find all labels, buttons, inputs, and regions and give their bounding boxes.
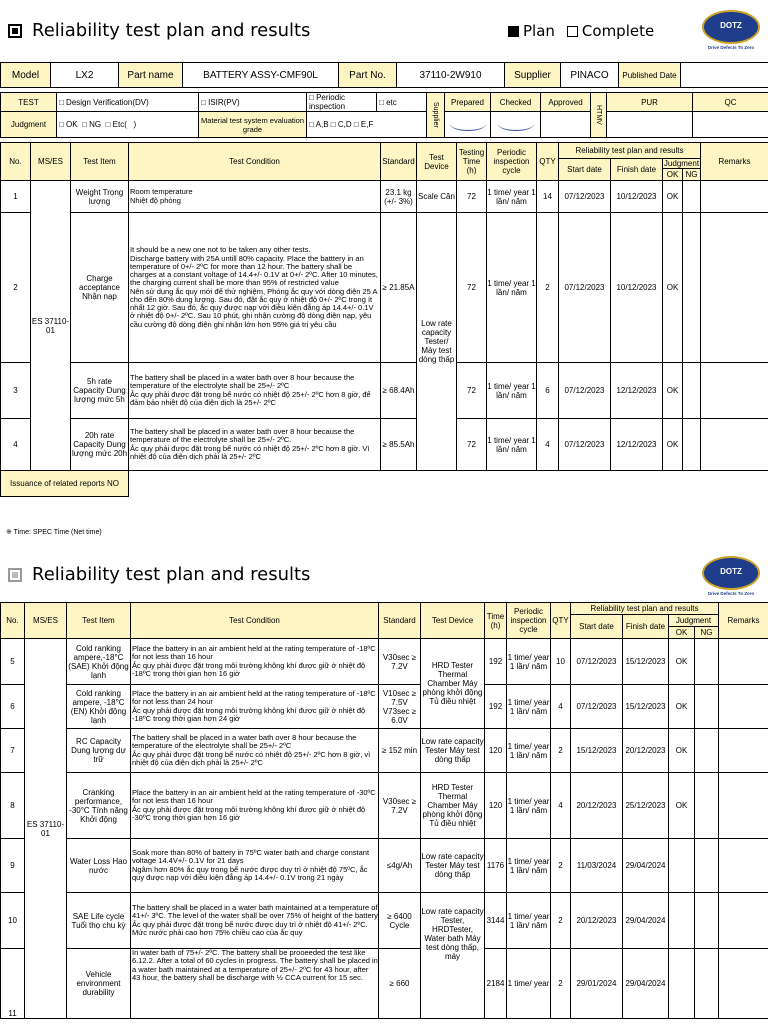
- finish-date: 29/04/2024: [623, 839, 669, 893]
- judgment-ok: OK: [669, 639, 695, 685]
- col-cycle: Periodic inspection cycle: [507, 603, 551, 639]
- col-ok: OK: [669, 627, 695, 639]
- col-cycle: Periodic inspection cycle: [487, 143, 537, 181]
- start-date: 20/12/2023: [571, 893, 623, 949]
- col-qty: QTY: [551, 603, 571, 639]
- prepared-label: Prepared: [445, 93, 491, 112]
- finish-date: 15/12/2023: [623, 685, 669, 729]
- judgment-ng: [683, 363, 701, 419]
- col-remarks: Remarks: [701, 143, 768, 181]
- table-row: [1, 839, 768, 893]
- test-condition: Place the battery in an air ambient held at the rating temperature of -18ºC for not less than 24 hour Ắc quy phải được đặt trong môi trường không khí được giữ ở nhiệt độ -18ºC trong thời gian hơn 24 giờ: [131, 685, 379, 729]
- standard: ≥ 660: [379, 949, 421, 1019]
- inspection-cycle: 1 time/ year 1 lần/ năm: [507, 729, 551, 773]
- col-condition: Test Condition: [131, 603, 379, 639]
- judgment-ng-checkbox[interactable]: □ NG: [82, 120, 102, 129]
- supplier-label: Supplier: [505, 63, 561, 88]
- row-no: 5: [1, 639, 25, 685]
- judgment-label: Judgment: [1, 112, 57, 138]
- test-device: Scale Cân: [417, 181, 457, 213]
- grade-options: [307, 112, 427, 138]
- row-no: 7: [1, 729, 25, 773]
- judgment-ok: OK: [663, 213, 683, 363]
- testing-time: 120: [485, 773, 507, 839]
- inspection-cycle: 1 time/ year 1 lần/ năm: [507, 893, 551, 949]
- signature-icon: [498, 117, 534, 131]
- judgment-ok: OK: [663, 363, 683, 419]
- qc-label: QC: [693, 93, 768, 112]
- test-label: TEST: [1, 93, 57, 112]
- table-row: [1, 685, 768, 729]
- start-date: 11/03/2024: [571, 839, 623, 893]
- issuance-row: [1, 471, 768, 497]
- col-no: No.: [1, 603, 25, 639]
- dv-checkbox[interactable]: □ Design Verification(DV): [57, 93, 199, 112]
- part-no-label: Part No.: [339, 63, 397, 88]
- col-judgment: Judgment: [663, 159, 700, 168]
- supplier-value: PINACO: [561, 63, 619, 88]
- test-condition: Place the battery in an air ambient held at the rating temperature of -18ºC for not less than 16 hour Ắc quy phải được đặt trong môi trường không khí được giữ ở nhiệt độ -18ºC trong thời gian hơn 16 giờ: [131, 639, 379, 685]
- table-row: [1, 949, 768, 1019]
- standard: 23.1 kg (+/- 3%): [381, 181, 417, 213]
- time-note: ※ Time: SPEC Time (Net time): [6, 529, 102, 536]
- judgment-ng: [695, 773, 719, 839]
- test-device: Low rate capacity Tester Máy test dòng thấp: [421, 729, 485, 773]
- judgment-ng: [695, 893, 719, 949]
- test-item: Cold ranking ampere,-18°C (SAE) Khởi động lạnh: [67, 639, 131, 685]
- judgment-ok: OK: [669, 729, 695, 773]
- judgment-ok-checkbox[interactable]: □ OK: [59, 120, 78, 129]
- qty: 14: [537, 181, 559, 213]
- qty: 4: [551, 773, 571, 839]
- device-text: Tủ điều nhiệt: [429, 697, 476, 706]
- qty: 2: [537, 213, 559, 363]
- test-item: Charge acceptance Nhận nạp: [71, 213, 129, 363]
- row-no: 6: [1, 685, 25, 729]
- col-finish: Finish date: [611, 159, 663, 181]
- logo-tagline: Drive Defects To Zero: [707, 591, 755, 596]
- judgment-ng: [695, 639, 719, 685]
- empty-square-icon: [567, 26, 578, 37]
- judgment-ok: OK: [663, 419, 683, 471]
- start-date: 07/12/2023: [571, 639, 623, 685]
- checked-label: Checked: [491, 93, 541, 112]
- testing-time: 72: [457, 419, 487, 471]
- remarks: [701, 363, 768, 419]
- finish-date: 12/12/2023: [611, 363, 663, 419]
- inspection-cycle: 1 time/ year 1 lần/ năm: [487, 419, 537, 471]
- model-label: Model: [1, 63, 51, 88]
- col-ok: OK: [663, 169, 683, 181]
- row-no: 8: [1, 773, 25, 839]
- start-date: 07/12/2023: [571, 685, 623, 729]
- col-ng: NG: [695, 627, 719, 639]
- col-no: No.: [1, 143, 31, 181]
- finish-date: 29/04/2024: [623, 949, 669, 1019]
- isir-checkbox[interactable]: □ ISIR(PV): [199, 93, 307, 112]
- row-no: 3: [1, 363, 31, 419]
- table-row: [1, 639, 768, 685]
- finish-date: 25/12/2023: [623, 773, 669, 839]
- checked-signature: [491, 112, 541, 138]
- grade-cd-checkbox[interactable]: □ C,D: [330, 120, 352, 129]
- standard: V30sec ≥ 7.2V: [379, 639, 421, 685]
- testing-time: 1176: [485, 839, 507, 893]
- test-approval-table: [0, 92, 768, 138]
- test-item: Weight Trọng lượng: [71, 181, 129, 213]
- test-condition: In water bath of 75+/- 2ºC. The battery shall be prooeeded the test like 6.12.2. After a total of 60 cycles in progress. The battery shall be placed in a water bath maintained at a temperature of 25+/- 2ºC for 43 hour, after 43 hour, the battery shall be discharge with ½ CCA current for 15 sec.: [131, 949, 379, 1019]
- page-title-1: [8, 20, 310, 41]
- test-condition: The battery shall be placed in a water bath over 8 hour because the temperature of the electrolyte shall be 25+/- 2ºC Ắc quy phải được đặt trong bể nước có nhiệt độ 25+/- 2ºC hơn 8 giờ, vì nhiệt độ của điện dịch phải là 25+/- 2ºC: [131, 729, 379, 773]
- start-date: 20/12/2023: [571, 773, 623, 839]
- qty: 2: [551, 839, 571, 893]
- col-ng: NG: [683, 169, 701, 181]
- col-remarks: Remarks: [719, 603, 768, 639]
- judgment-ok: [669, 893, 695, 949]
- col-mses: MS/ES: [25, 603, 67, 639]
- start-date: 29/01/2024: [571, 949, 623, 1019]
- inspection-cycle: 1 time/ year 1 lần/ năm: [487, 363, 537, 419]
- remarks: [701, 419, 768, 471]
- empty-area: [129, 471, 768, 497]
- qty: 4: [551, 685, 571, 729]
- supplier-vertical-label: Supplier: [427, 93, 445, 138]
- finish-date: 10/12/2023: [611, 213, 663, 363]
- standard: ≥ 152 min: [379, 729, 421, 773]
- plan-status: [508, 22, 654, 40]
- pur-label: PUR: [607, 93, 693, 112]
- judgment-ok: [669, 839, 695, 893]
- col-time: Testing Time (h): [457, 143, 487, 181]
- judgment-ng: [695, 729, 719, 773]
- plan-label: Plan: [523, 22, 555, 40]
- start-date: 07/12/2023: [559, 363, 611, 419]
- judgment-ok: OK: [669, 685, 695, 729]
- company-logo: [700, 556, 762, 596]
- test-condition: The battery shall be placed in a water bath maintained at a temperature of 41+/- 3ºC. The level of the water shall be over 75% of height of the battery Ắc quy phải được đặt trong bể nước được duy trì ở nhiệt độ 41+/- 2ºC. Mức nước phải cao hơn 75% chiều cao của ắc quy: [131, 893, 379, 949]
- remarks: [719, 685, 768, 729]
- col-item: Test Item: [71, 143, 129, 181]
- test-condition: It should be a new one not to be taken any other tests. Discharge battery with 25A untill 80% capacity. Place the batttery in an temperature of 0+/- 2ºC for more than 12 hour. The battery shall be charges at a constant voltage of 14.4+/- 0.1V at 0+/- 2ºC. After 10 minutes, the charging current shall be more than 95% of restricted value Nên sử dụng ắc quy mới để thử nghiệm, Phóng ắc quy với dòng điện 25 A cho đến 80% dung lượng. Sau đó, đặt ắc quy ở nhiệt độ 0+/- 2ºC trong ít nhất 12 giờ. Sau đó, ắc quy được nạp với điều kiện đẳng áp 14.4+/- 0.1V ở nhiệt độ 0+/- 2ºC. Sau 10 phút, ghi nhận cường độ dòng điện nạp, yêu cầu cường độ dòng điện ghi nhận lớn hơn 95% giá trị yêu cầu: [129, 213, 381, 363]
- testing-time: 72: [457, 363, 487, 419]
- testing-time: 192: [485, 685, 507, 729]
- test-condition: Room temperature Nhiệt độ phòng: [129, 181, 381, 213]
- testing-time: 192: [485, 639, 507, 685]
- judgment-ng: [683, 213, 701, 363]
- col-plan-results: Reliability test plan and results: [559, 143, 701, 159]
- part-name-value: BATTERY ASSY-CMF90L: [183, 63, 339, 88]
- qc-signature: [693, 112, 768, 138]
- testing-time: 120: [485, 729, 507, 773]
- periodic-checkbox[interactable]: □ Periodic inspection: [307, 93, 377, 112]
- test-device: HRD Tester Thermal Chamber Máy phòng khởi động Tủ điều nhiệt: [421, 773, 485, 839]
- logo-text: DOTZ: [720, 21, 742, 30]
- finish-date: 12/12/2023: [611, 419, 663, 471]
- testing-time: 72: [457, 181, 487, 213]
- checkbox-icon: [8, 24, 22, 38]
- complete-label: Complete: [581, 22, 655, 40]
- grade-label: Material test system evaluation grade: [199, 112, 307, 138]
- judgment-etc-checkbox[interactable]: □ Etc(: [105, 120, 127, 129]
- table-row: [1, 213, 768, 363]
- col-qty: QTY: [537, 143, 559, 181]
- test-item: Water Loss Hao nước: [67, 839, 131, 893]
- testing-time: 2184: [485, 949, 507, 1019]
- row-no: 2: [1, 213, 31, 363]
- mses-value: ES 37110-01: [25, 639, 67, 1019]
- remarks: [719, 949, 768, 1019]
- judgment-ok: [669, 949, 695, 1019]
- part-no-value: 37110-2W910: [397, 63, 505, 88]
- logo-tagline: Drive Defects To Zero: [707, 45, 755, 50]
- remarks: [719, 839, 768, 893]
- col-device: Test Device: [421, 603, 485, 639]
- test-device: Low rate capacity Tester Máy test dòng thấp: [421, 839, 485, 893]
- judgment-options: [57, 112, 199, 138]
- remarks: [701, 181, 768, 213]
- judgment-ok: OK: [663, 181, 683, 213]
- table-row: [1, 773, 768, 839]
- testing-time: 3144: [485, 893, 507, 949]
- issuance-reports: Issuance of related reports NO: [1, 471, 129, 497]
- htmv-label: HTMV: [591, 93, 607, 138]
- standard: ≤4g/Ah: [379, 839, 421, 893]
- col-standard: Standard: [381, 143, 417, 181]
- inspection-cycle: 1 time/ year 1 lần/ năm: [507, 839, 551, 893]
- model-value: LX2: [51, 63, 119, 88]
- inspection-cycle: 1 time/ year: [507, 949, 551, 1019]
- table-row: [1, 181, 768, 213]
- test-item: Cold ranking ampere, -18°C (EN) Khởi động lạnh: [67, 685, 131, 729]
- logo-text: DOTZ: [720, 567, 742, 576]
- grade-ef-checkbox[interactable]: □ E,F: [353, 120, 374, 129]
- start-date: 07/12/2023: [559, 419, 611, 471]
- standard: V30sec ≥ 7.2V: [379, 773, 421, 839]
- device-text: HRD Tester Thermal Chamber Máy phòng khởi động: [422, 661, 483, 697]
- qty: 2: [551, 949, 571, 1019]
- prepared-signature: [445, 112, 491, 138]
- remarks: [701, 213, 768, 363]
- grade-ab-checkbox[interactable]: □ A,B: [309, 120, 329, 129]
- col-time: Time (h): [485, 603, 507, 639]
- start-date: 07/12/2023: [559, 213, 611, 363]
- col-standard: Standard: [379, 603, 421, 639]
- published-date-label: Published Date: [619, 63, 681, 88]
- col-start: Start date: [559, 159, 611, 181]
- judgment-etc-close: ): [133, 120, 137, 129]
- col-mses: MS/ES: [31, 143, 71, 181]
- testing-time: 72: [457, 213, 487, 363]
- qty: 10: [551, 639, 571, 685]
- company-logo: [700, 10, 762, 50]
- finish-date: 20/12/2023: [623, 729, 669, 773]
- test-item: SAE Life cycle Tuổi thọ chu kỳ: [67, 893, 131, 949]
- standard: ≥ 6400 Cycle: [379, 893, 421, 949]
- start-date: 07/12/2023: [559, 181, 611, 213]
- col-item: Test Item: [67, 603, 131, 639]
- title-text: Reliability test plan and results: [32, 564, 311, 585]
- finish-date: 29/04/2024: [623, 893, 669, 949]
- start-date: 15/12/2023: [571, 729, 623, 773]
- part-info-table: [0, 62, 768, 88]
- test-device: Low rate capacity Tester, HRDTester, Water bath Máy test dòng thấp, máy: [421, 893, 485, 1019]
- row-no: 1: [1, 181, 31, 213]
- test-condition: The battery shall be placed in a water bath over 8 hour because the temperature of the electrolyte shall be 25+/- 2ºC Ắc quy phải được đặt trong bể nước có nhiệt độ 25+/- 2ºC hơn 8 giờ, để đảm bảo nhiệt độ của điện dịch là 25+/- 2ºC: [129, 363, 381, 419]
- judgment-ng: [695, 949, 719, 1019]
- test-item: Cranking performance, -30°C Tính năng Khởi động: [67, 773, 131, 839]
- standard: ≥ 21.85A: [381, 213, 417, 363]
- qty: 4: [537, 419, 559, 471]
- inspection-cycle: 1 time/ year 1 lần/ năm: [487, 213, 537, 363]
- signature-icon: [450, 117, 486, 131]
- col-device: Test Device: [417, 143, 457, 181]
- test-item: 20h rate Capacity Dung lượng mức 20h: [71, 419, 129, 471]
- row-no: 11: [1, 949, 25, 1019]
- judgment-ok: OK: [669, 773, 695, 839]
- col-plan-results: Reliability test plan and results: [571, 603, 719, 615]
- remarks: [719, 639, 768, 685]
- standard: ≥ 68.4Ah: [381, 363, 417, 419]
- test-condition: Place the battery in an air ambient held at the rating temperature of -30ºC for not less than 16 hour Ắc quy phải được đặt trong môi trường không khí được giữ ở nhiệt độ -30ºC trong thời gian hơn 16 giờ: [131, 773, 379, 839]
- standard: V10sec ≥ 7.5V V73sec ≥ 6.0V: [379, 685, 421, 729]
- table-row: [1, 363, 768, 419]
- part-name-label: Part name: [119, 63, 183, 88]
- inspection-cycle: 1 time/ year 1 lần/ năm: [487, 181, 537, 213]
- finish-date: 10/12/2023: [611, 181, 663, 213]
- etc-checkbox[interactable]: □ etc: [377, 93, 427, 112]
- test-item: RC Capacity Dung lượng dự trữ: [67, 729, 131, 773]
- approved-label: Approved: [541, 93, 591, 112]
- approved-signature: [541, 112, 591, 138]
- mses-value: ES 37110-01: [31, 181, 71, 471]
- judgment-ng: [683, 181, 701, 213]
- filled-square-icon: [508, 26, 519, 37]
- test-table-1: [0, 142, 768, 497]
- qty: 2: [551, 893, 571, 949]
- test-item: 5h rate Capacity Dung lượng mức 5h: [71, 363, 129, 419]
- col-condition: Test Condition: [129, 143, 381, 181]
- standard: ≥ 85.5Ah: [381, 419, 417, 471]
- table-row: [1, 893, 768, 949]
- row-no: 9: [1, 839, 25, 893]
- col-finish: Finish date: [623, 615, 669, 639]
- table-row: [1, 729, 768, 773]
- col-judgment: Judgment: [669, 615, 719, 627]
- test-device: [421, 639, 485, 729]
- qty: 2: [551, 729, 571, 773]
- remarks: [719, 893, 768, 949]
- page-title-2: [8, 564, 310, 585]
- judgment-ng: [695, 839, 719, 893]
- remarks: [719, 729, 768, 773]
- inspection-cycle: 1 time/ year 1 lần/ năm: [507, 773, 551, 839]
- row-no: 10: [1, 893, 25, 949]
- inspection-cycle: 1 time/ year 1 lần/ năm: [507, 685, 551, 729]
- test-device: Low rate capacity Tester/ Máy test dòng thấp: [417, 213, 457, 471]
- row-no: 4: [1, 419, 31, 471]
- remarks: [719, 773, 768, 839]
- checkbox-icon: [8, 568, 22, 582]
- test-table-2: [0, 602, 768, 1019]
- pur-signature: [607, 112, 693, 138]
- title-text: Reliability test plan and results: [32, 20, 311, 41]
- col-start: Start date: [571, 615, 623, 639]
- inspection-cycle: 1 time/ year 1 lần/ năm: [507, 639, 551, 685]
- qty: 6: [537, 363, 559, 419]
- test-condition: Soak more than 80% of battery in 75ºC water bath and charge constant voltage 14.4V+/- 0.1V for 21 days Ngâm hơn 80% ắc quy trong bể nước được duy trì ở nhiệt độ 75ºC, ắc quy được nạp với điều kiện đẳng áp 14.4+/- 0.1V trong 21 ngày: [131, 839, 379, 893]
- finish-date: 15/12/2023: [623, 639, 669, 685]
- table-row: [1, 419, 768, 471]
- published-date-value: [681, 63, 768, 88]
- test-condition: The battery shall be placed in a water bath over 8 hour because the temperature of the electrolyte shall be 25+/- 2ºC. Ắc quy phải được đặt trong bể nước có nhiệt độ 25+/- 2ºC hơn 8 giờ. Vì nhiệt độ của điện dịch phải là 25+/- 2ºC: [129, 419, 381, 471]
- judgment-ng: [695, 685, 719, 729]
- test-item: Vehicle environment durability: [67, 949, 131, 1019]
- judgment-ng: [683, 419, 701, 471]
